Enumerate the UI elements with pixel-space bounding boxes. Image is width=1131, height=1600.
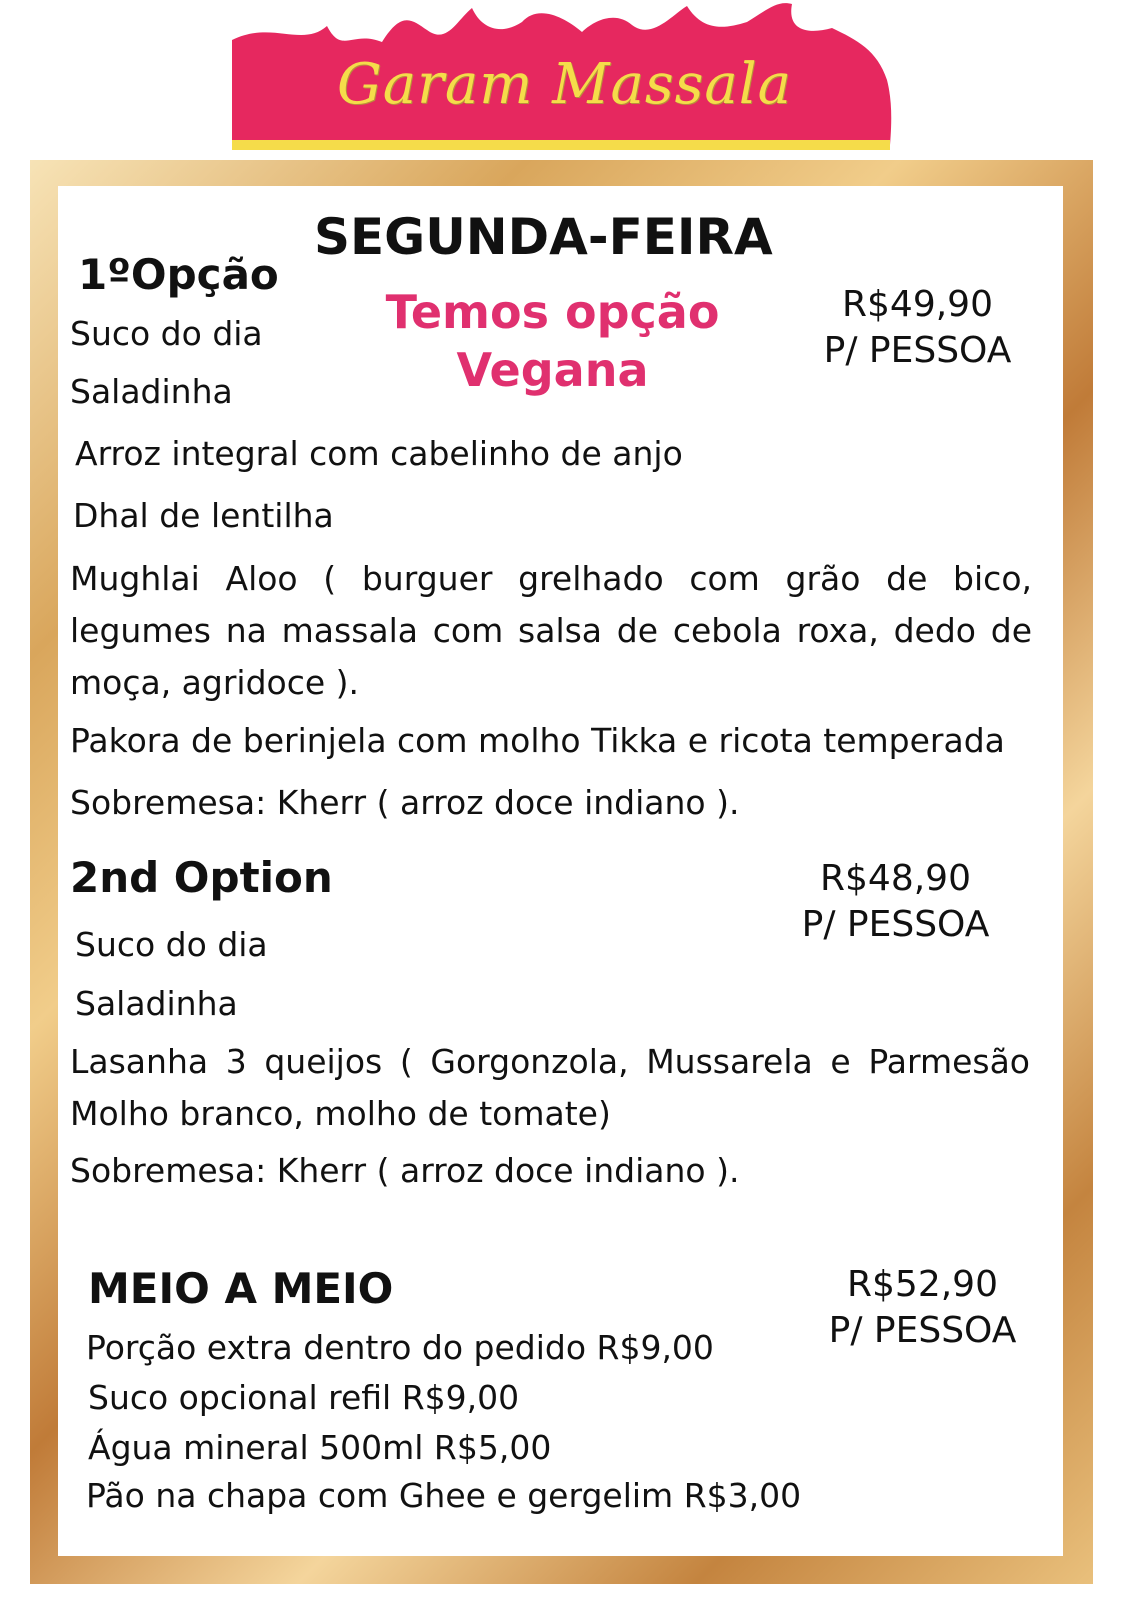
option1-side-dish: Pakora de berinjela com molho Tikka e ricota temperada: [70, 721, 1005, 760]
list-item: Arroz integral com cabelinho de anjo: [75, 434, 683, 473]
option1-price: R$49,90: [842, 284, 993, 325]
half-heading: MEIO A MEIO: [88, 1264, 394, 1313]
vegan-line-2: Vegana: [456, 343, 649, 397]
option1-dessert: Sobremesa: Kherr ( arroz doce indiano ).: [70, 783, 740, 822]
option2-heading: 2nd Option: [70, 853, 333, 902]
half-price-block: [815, 1262, 1030, 1354]
brand-logo: [232, 0, 897, 150]
option2-dessert: Sobremesa: Kherr ( arroz doce indiano ).: [70, 1151, 740, 1190]
option2-main-dish: Lasanha 3 queijos ( Gorgonzola, Mussarela e Parmesão Molho branco, molho de tomate): [70, 1042, 1030, 1133]
list-item: Dhal de lentilha: [73, 496, 334, 535]
option1-main-dish: Mughlai Aloo ( burguer grelhado com grão de bico, legumes na massala com salsa de cebola roxa, dedo de moça, agridoce ).: [70, 559, 1032, 702]
option1-heading: 1ºOpção: [78, 250, 279, 299]
brand-name: Garam Massala: [336, 52, 793, 117]
option2-price: R$48,90: [820, 858, 971, 899]
list-item: Suco do dia: [70, 314, 263, 353]
option1-price-block: [810, 282, 1025, 374]
half-price-unit: P/ PESSOA: [828, 1310, 1017, 1351]
list-item: Saladinha: [70, 372, 233, 411]
vegan-line-1: Temos opção: [385, 285, 720, 339]
option2-price-block: [788, 856, 1003, 948]
vegan-notice: [375, 283, 730, 399]
list-item: Pão na chapa com Ghee e gergelim R$3,00: [86, 1476, 802, 1515]
option1-price-unit: P/ PESSOA: [823, 330, 1012, 371]
day-title: SEGUNDA-FEIRA: [314, 208, 773, 266]
half-price: R$52,90: [847, 1264, 998, 1305]
option2-price-unit: P/ PESSOA: [801, 904, 990, 945]
list-item: Saladinha: [75, 984, 238, 1023]
list-item: Suco do dia: [75, 925, 268, 964]
list-item: Suco opcional refil R$9,00: [88, 1378, 520, 1417]
list-item: Porção extra dentro do pedido R$9,00: [86, 1328, 714, 1367]
list-item: Água mineral 500ml R$5,00: [88, 1428, 552, 1467]
